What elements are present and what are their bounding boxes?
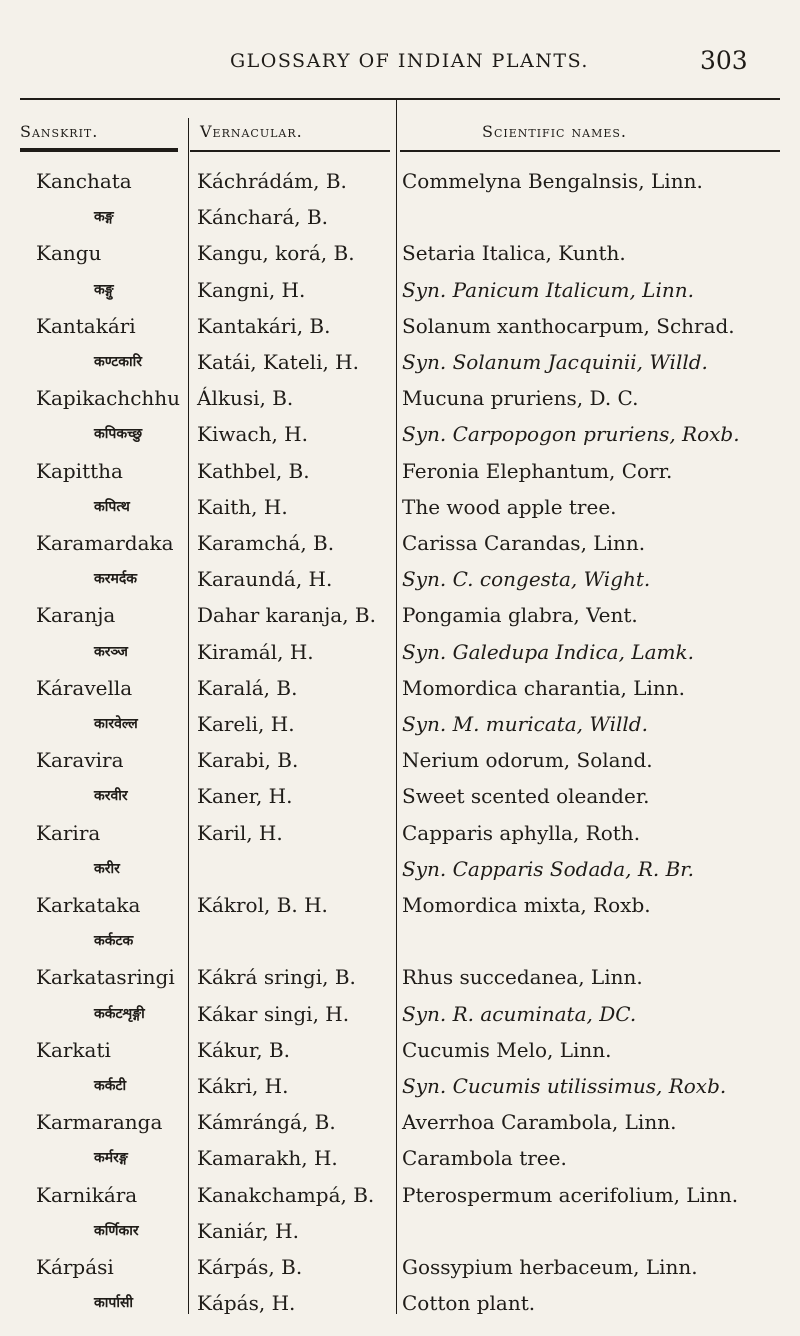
vernacular-name: Kákur, B. bbox=[197, 1037, 290, 1062]
sanskrit-name: Káravella bbox=[36, 675, 133, 700]
sanskrit-name: Karavira bbox=[36, 748, 124, 773]
vernacular-name: Kákrol, B. H. bbox=[197, 893, 328, 917]
scientific-name: Syn. Galedupa Indica, Lamk. bbox=[402, 639, 694, 664]
scientific-name: Syn. Cucumis utilissimus, Roxb. bbox=[402, 1074, 727, 1098]
vernacular-name: Kámrángá, B. bbox=[197, 1110, 336, 1135]
vernacular-name: Karalá, B. bbox=[197, 675, 298, 700]
scientific-name: Capparis aphylla, Roth. bbox=[402, 820, 641, 845]
column-header-scientific: Scientific names. bbox=[482, 122, 628, 141]
scientific-name: Syn. Panicum Italicum, Linn. bbox=[402, 277, 694, 302]
devanagari-name: करञ्ज bbox=[94, 643, 128, 660]
header-rule-scientific bbox=[400, 150, 780, 152]
vernacular-name: Karil, H. bbox=[197, 820, 283, 845]
sanskrit-name: Karnikára bbox=[36, 1182, 138, 1207]
vernacular-name: Kákrá sringi, B. bbox=[197, 965, 356, 990]
page-number: 303 bbox=[700, 46, 748, 75]
column-divider-1 bbox=[188, 118, 189, 1314]
scientific-name: Carissa Carandas, Linn. bbox=[402, 531, 646, 555]
vernacular-name: Kaniár, H. bbox=[197, 1218, 299, 1243]
header-rule-vernacular bbox=[190, 150, 390, 152]
vernacular-name: Álkusi, B. bbox=[197, 386, 294, 411]
vernacular-name: Karaundá, H. bbox=[197, 567, 333, 592]
scientific-name: Pterospermum acerifolium, Linn. bbox=[402, 1182, 739, 1207]
vernacular-name: Kantakári, B. bbox=[197, 313, 331, 338]
scientific-name: Solanum xanthocarpum, Schrad. bbox=[402, 313, 735, 338]
sanskrit-name: Karkatasringi bbox=[36, 965, 175, 990]
column-header-sanskrit: Sanskrit. bbox=[20, 122, 99, 141]
sanskrit-name: Kárpási bbox=[36, 1255, 114, 1279]
scientific-name: Commelyna Bengalnsis, Linn. bbox=[402, 169, 703, 193]
scientific-name: Syn. Capparis Sodada, R. Br. bbox=[402, 856, 695, 881]
sanskrit-name: Kapittha bbox=[36, 458, 123, 483]
scientific-name: Nerium odorum, Soland. bbox=[402, 748, 653, 773]
scientific-name: Syn. Carpopogon pruriens, Roxb. bbox=[402, 422, 740, 447]
scientific-name: Averrhoa Carambola, Linn. bbox=[402, 1110, 677, 1135]
column-header-vernacular: Vernacular. bbox=[200, 122, 303, 141]
devanagari-name: कर्कटक bbox=[94, 933, 134, 950]
vernacular-name: Kanakchampá, B. bbox=[197, 1182, 375, 1207]
devanagari-name: करवीर bbox=[94, 788, 128, 805]
sanskrit-name: Karkati bbox=[36, 1037, 111, 1062]
devanagari-name: कर्कटशृङ्गी bbox=[94, 1005, 145, 1022]
scientific-name: Cotton plant. bbox=[402, 1291, 536, 1316]
top-rule bbox=[20, 98, 780, 100]
scientific-name: The wood apple tree. bbox=[402, 494, 617, 519]
running-head-title: GLOSSARY OF INDIAN PLANTS. bbox=[230, 50, 589, 72]
vernacular-name: Kareli, H. bbox=[197, 712, 295, 736]
scientific-name: Momordica mixta, Roxb. bbox=[402, 893, 651, 917]
vernacular-name: Kárpás, B. bbox=[197, 1255, 303, 1279]
vernacular-name: Karabi, B. bbox=[197, 748, 299, 773]
vernacular-name: Katái, Kateli, H. bbox=[197, 350, 359, 374]
sanskrit-name: Karamardaka bbox=[36, 531, 174, 555]
vernacular-name: Kiramál, H. bbox=[197, 639, 314, 664]
scientific-name: Pongamia glabra, Vent. bbox=[402, 603, 638, 628]
running-head bbox=[0, 46, 800, 86]
scientific-name: Syn. Solanum Jacquinii, Willd. bbox=[402, 350, 708, 374]
column-divider-2 bbox=[396, 100, 397, 1314]
devanagari-name: कपिकच्छु bbox=[94, 426, 143, 443]
vernacular-name: Kápás, H. bbox=[197, 1291, 296, 1316]
vernacular-name: Kaith, H. bbox=[197, 494, 288, 519]
sanskrit-name: Karira bbox=[36, 820, 101, 845]
sanskrit-name: Kapikachchhu bbox=[36, 386, 181, 411]
devanagari-name: कर्कटी bbox=[94, 1078, 127, 1094]
devanagari-name: कङ्गु bbox=[94, 281, 114, 298]
scientific-name: Setaria Italica, Kunth. bbox=[402, 241, 626, 266]
devanagari-name: कङ्ग bbox=[94, 209, 114, 226]
vernacular-name: Kangni, H. bbox=[197, 277, 306, 302]
scientific-name: Feronia Elephantum, Corr. bbox=[402, 458, 673, 483]
vernacular-name: Kákar singi, H. bbox=[197, 1001, 350, 1026]
scientific-name: Syn. M. muricata, Willd. bbox=[402, 712, 648, 736]
scientific-name: Cucumis Melo, Linn. bbox=[402, 1037, 612, 1062]
scientific-name: Momordica charantia, Linn. bbox=[402, 675, 686, 700]
scientific-name: Rhus succedanea, Linn. bbox=[402, 965, 643, 990]
devanagari-name: कर्मरङ्ग bbox=[94, 1150, 128, 1167]
vernacular-name: Kangu, korá, B. bbox=[197, 241, 355, 266]
vernacular-name: Kákri, H. bbox=[197, 1074, 289, 1098]
sanskrit-name: Kangu bbox=[36, 241, 102, 266]
devanagari-name: करमर्दक bbox=[94, 571, 138, 588]
devanagari-name: कारवेल्ल bbox=[94, 716, 138, 732]
vernacular-name: Káchrádám, B. bbox=[197, 169, 347, 193]
sanskrit-name: Kantakári bbox=[36, 313, 136, 338]
vernacular-name: Kamarakh, H. bbox=[197, 1146, 338, 1171]
devanagari-name: करीर bbox=[94, 860, 120, 877]
sanskrit-name: Karanja bbox=[36, 603, 116, 628]
devanagari-name: कार्पासी bbox=[94, 1295, 134, 1312]
scientific-name: Syn. R. acuminata, DC. bbox=[402, 1001, 637, 1026]
sanskrit-name: Kanchata bbox=[36, 169, 132, 193]
sanskrit-name: Karkataka bbox=[36, 893, 141, 917]
scientific-name: Mucuna pruriens, D. C. bbox=[402, 386, 639, 411]
devanagari-name: कपित्थ bbox=[94, 498, 130, 515]
vernacular-name: Kánchará, B. bbox=[197, 205, 329, 230]
devanagari-name: कर्णिकार bbox=[94, 1222, 139, 1239]
vernacular-name: Karamchá, B. bbox=[197, 531, 335, 555]
scientific-name: Carambola tree. bbox=[402, 1146, 567, 1171]
header-rule-sanskrit bbox=[20, 148, 178, 152]
vernacular-name: Dahar karanja, B. bbox=[197, 603, 376, 628]
scientific-name: Syn. C. congesta, Wight. bbox=[402, 567, 651, 592]
sanskrit-name: Karmaranga bbox=[36, 1110, 163, 1135]
vernacular-name: Kiwach, H. bbox=[197, 422, 308, 447]
vernacular-name: Kathbel, B. bbox=[197, 458, 310, 483]
devanagari-name: कण्टकारि bbox=[94, 354, 143, 370]
vernacular-name: Kaner, H. bbox=[197, 784, 293, 809]
scientific-name: Sweet scented oleander. bbox=[402, 784, 650, 809]
scientific-name: Gossypium herbaceum, Linn. bbox=[402, 1255, 698, 1279]
